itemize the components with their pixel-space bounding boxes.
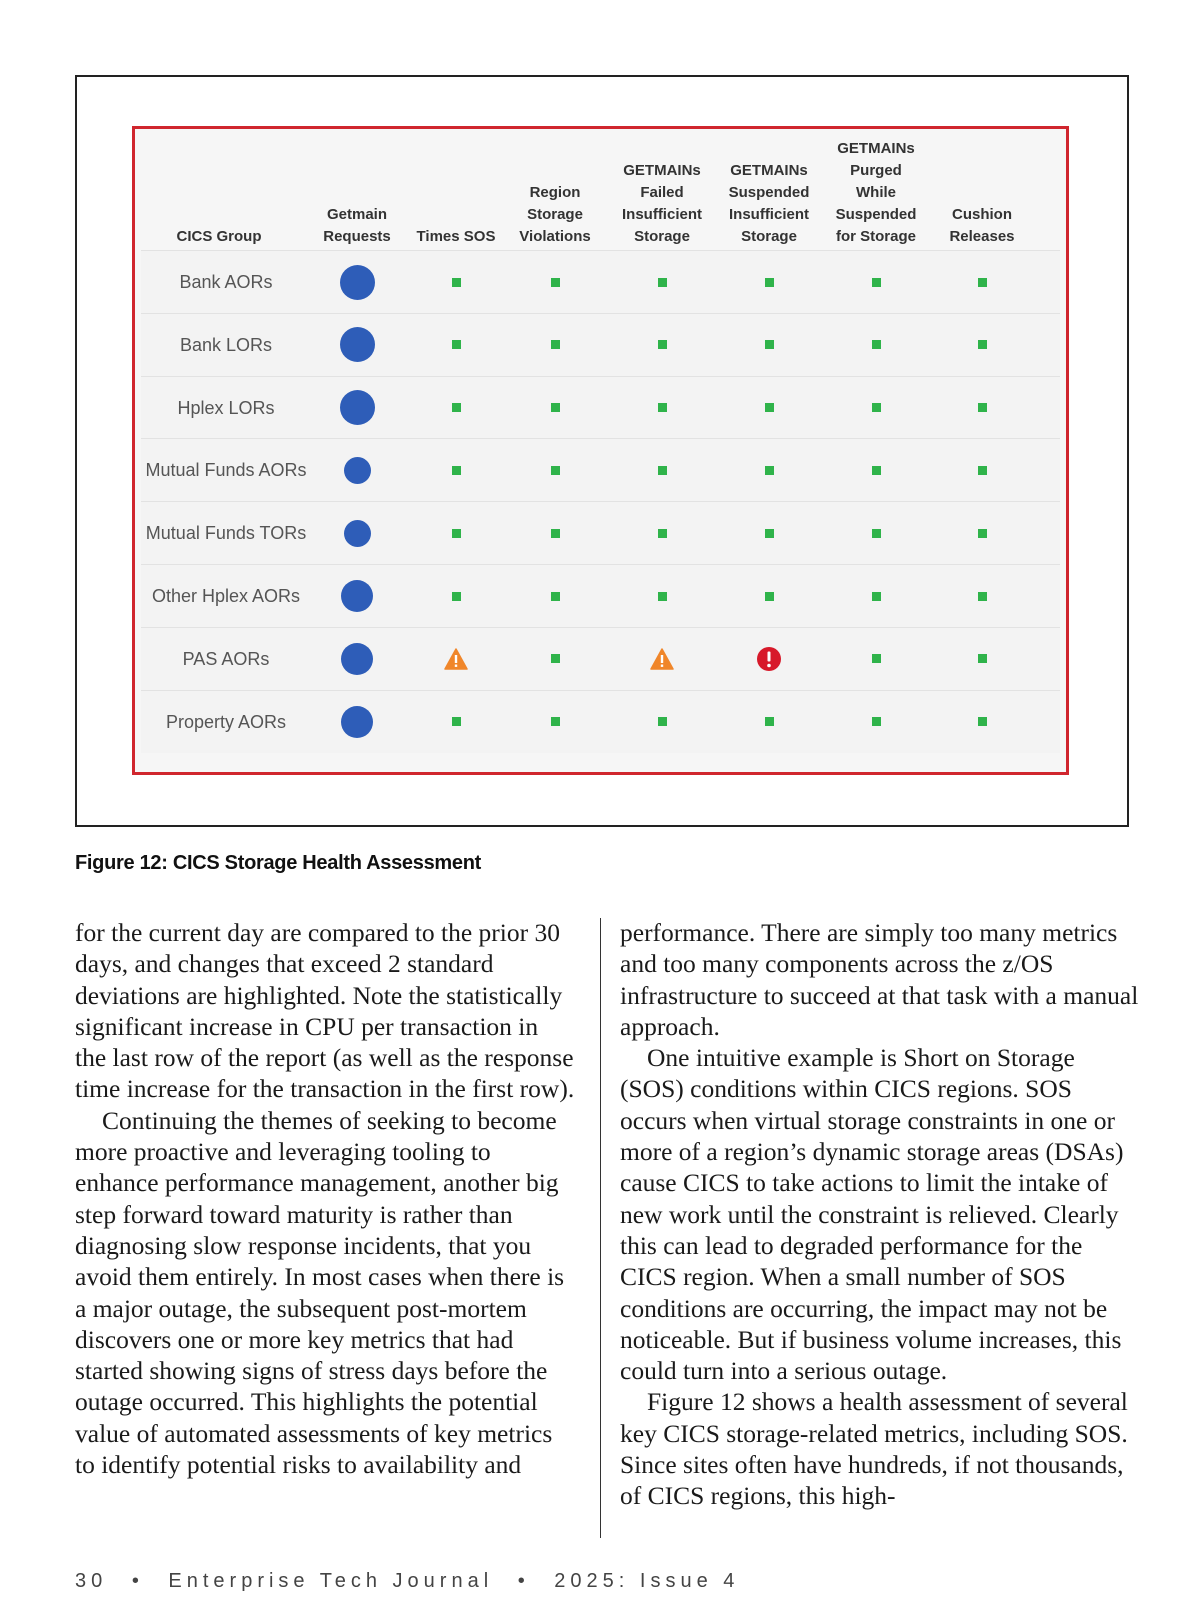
getmain-requests-dot	[340, 265, 375, 300]
getmain-requests-dot	[341, 706, 373, 738]
column-header: Times SOS	[416, 228, 496, 245]
status-ok-icon	[872, 717, 881, 726]
status-ok-icon	[551, 529, 560, 538]
getmain-requests-dot	[341, 580, 373, 612]
status-ok-icon	[978, 403, 987, 412]
status-ok-icon	[551, 403, 560, 412]
cics-group-label: Bank AORs	[179, 272, 273, 292]
cics-group-label: Property AORs	[165, 711, 287, 732]
status-warning-icon	[444, 648, 468, 670]
status-ok-icon	[452, 592, 461, 601]
status-warning-icon	[650, 648, 674, 670]
table-row	[141, 564, 1060, 627]
footer-separator: •	[131, 1570, 144, 1592]
status-ok-icon	[765, 717, 774, 726]
cics-group-label: Other Hplex AORs	[151, 586, 301, 606]
status-ok-icon	[551, 278, 560, 287]
status-ok-icon	[872, 654, 881, 663]
status-ok-icon	[551, 717, 560, 726]
table-row	[141, 313, 1060, 376]
status-ok-icon	[978, 340, 987, 349]
status-ok-icon	[765, 529, 774, 538]
column-header: GETMAINs Suspended Insufficient Storage	[728, 162, 810, 245]
column-divider	[600, 918, 601, 1538]
cics-group-label: Bank LORs	[179, 334, 273, 355]
table-row	[141, 690, 1060, 753]
cics-group-label: Hplex LORs	[177, 397, 275, 418]
status-ok-icon	[978, 466, 987, 475]
journal-name: Enterprise Tech Journal	[168, 1570, 494, 1592]
table-row	[141, 627, 1060, 690]
getmain-requests-dot	[344, 457, 371, 484]
body-paragraph: performance. There are simply too many metrics and too many components across the z/OS infrastructure to succeed at that task with a manual approach.	[620, 918, 1139, 1041]
status-ok-icon	[872, 592, 881, 601]
status-ok-icon	[978, 654, 987, 663]
cics-group-label: Mutual Funds AORs	[145, 460, 307, 481]
table-row	[141, 376, 1060, 439]
status-ok-icon	[551, 592, 560, 601]
status-ok-icon	[872, 529, 881, 538]
page-number: 30	[75, 1570, 108, 1592]
status-ok-icon	[765, 466, 774, 475]
status-ok-icon	[978, 592, 987, 601]
cics-group-label: Mutual Funds TORs	[145, 523, 307, 544]
figure-caption: Figure 12: CICS Storage Health Assessment	[75, 852, 481, 874]
body-paragraph: Continuing the themes of seeking to become more proactive and leveraging tooling to enhance performance management, another big step forward toward maturity is rather than diagnosing slow response incidents, that you avoid them entirely. In most cases when there is a major outage, the subsequent post-mortem discovers one or more key metrics that had started showing signs of stress days before the outage occurred. This highlights the potential value of automated assessments of key metrics to identify potential risks to availability and	[75, 1105, 565, 1480]
status-ok-icon	[872, 278, 881, 287]
getmain-requests-dot	[340, 327, 375, 362]
column-header: Cushion Releases	[949, 206, 1015, 245]
column-header: GETMAINs Failed Insufficient Storage	[621, 162, 702, 245]
status-ok-icon	[452, 529, 461, 538]
column-header: GETMAINs Purged While Suspended for Storage	[835, 140, 917, 245]
status-ok-icon	[765, 403, 774, 412]
table-row	[141, 250, 1060, 313]
status-ok-icon	[658, 717, 667, 726]
status-ok-icon	[658, 592, 667, 601]
issue-label: 2025: Issue 4	[554, 1570, 740, 1592]
status-ok-icon	[978, 278, 987, 287]
status-ok-icon	[872, 466, 881, 475]
status-ok-icon	[452, 340, 461, 349]
status-ok-icon	[452, 403, 461, 412]
health-assessment-table	[132, 126, 1069, 775]
table-row	[141, 501, 1060, 564]
status-ok-icon	[872, 340, 881, 349]
footer-separator: •	[517, 1570, 530, 1592]
status-ok-icon	[551, 654, 560, 663]
cics-group-label: PAS AORs	[182, 648, 270, 669]
table-row	[141, 438, 1060, 501]
status-ok-icon	[872, 403, 881, 412]
status-critical-icon	[756, 646, 782, 672]
body-paragraph: Figure 12 shows a health assessment of several key CICS storage-related metrics, including SOS. Since sites often have hundreds, if not thousands, of CICS regions, this high-	[620, 1387, 1128, 1511]
status-ok-icon	[978, 717, 987, 726]
status-ok-icon	[452, 278, 461, 287]
status-ok-icon	[658, 529, 667, 538]
status-ok-icon	[978, 529, 987, 538]
status-ok-icon	[765, 592, 774, 601]
body-paragraph: for the current day are compared to the prior 30 days, and changes that exceed 2 standard deviations are highlighted. Note the statistically significant increase in CPU per transaction in the last row of the report (as well as the response time increase for the transaction in the first row).	[75, 918, 575, 1104]
status-ok-icon	[551, 340, 560, 349]
column-header: Getmain Requests	[323, 206, 391, 245]
column-header: CICS Group	[176, 228, 262, 245]
status-ok-icon	[551, 466, 560, 475]
table-header	[135, 129, 1066, 254]
status-ok-icon	[452, 717, 461, 726]
text-column-left	[75, 917, 575, 1480]
status-ok-icon	[765, 340, 774, 349]
getmain-requests-dot	[344, 520, 371, 547]
page-footer	[75, 1570, 739, 1593]
body-paragraph: One intuitive example is Short on Storage (SOS) conditions within CICS regions. SOS occurs when virtual storage constraints in one or more of a region’s dynamic storage areas (DSAs) cause CICS to take actions to limit the intake of new work until the constraint is relieved. Clearly this can lead to degraded performance for the CICS region. When a small number of SOS conditions are occurring, the impact may not be noticeable. But if business volume increases, this could turn into a serious outage.	[620, 1043, 1124, 1386]
status-ok-icon	[658, 340, 667, 349]
getmain-requests-dot	[341, 643, 373, 675]
status-ok-icon	[452, 466, 461, 475]
status-ok-icon	[658, 278, 667, 287]
status-ok-icon	[765, 278, 774, 287]
getmain-requests-dot	[340, 390, 375, 425]
status-ok-icon	[658, 403, 667, 412]
column-header: Region Storage Violations	[519, 184, 591, 245]
status-ok-icon	[658, 466, 667, 475]
text-column-right	[620, 917, 1140, 1512]
